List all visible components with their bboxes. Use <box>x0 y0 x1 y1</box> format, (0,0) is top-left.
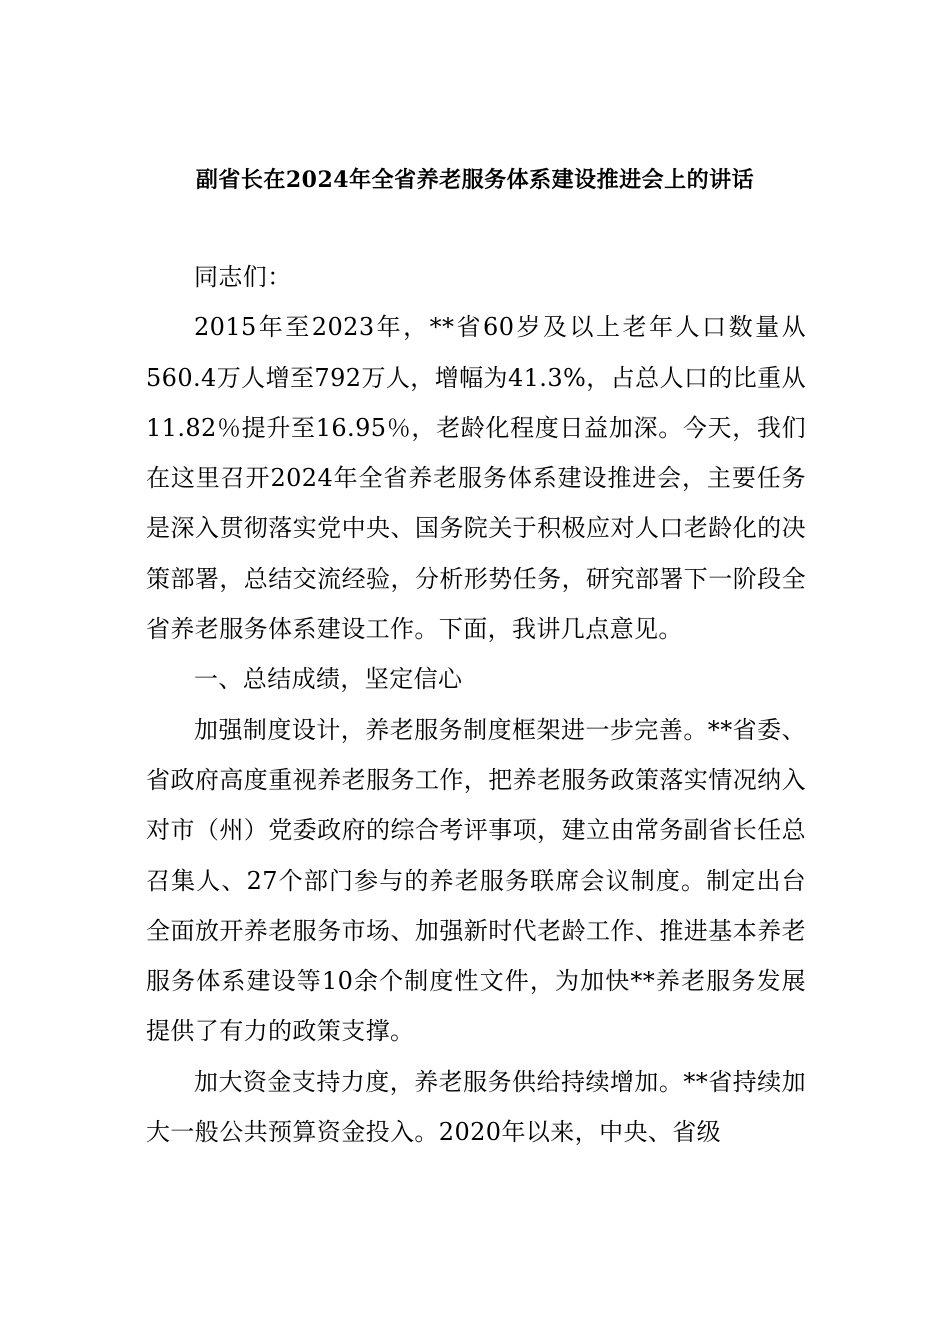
salutation-paragraph: 同志们： <box>194 263 292 291</box>
system-design-paragraph: 加强制度设计，养老服务制度框架进一步完善。**省委、省政府高度重视养老服务工作，把养老服务政策落实情况纳入对市（州）党委政府的综合考评事项，建立由常务副省长任总召集人、27个部门参与的养老服务联席会议制度。制定出台全面放开养老服务市场、加强新时代老龄工作、推进基本养老服务体系建设等10余个制度性文件，为加快**养老服务发展提供了有力的政策支撑。 <box>146 715 806 1046</box>
funding-paragraph: 加大资金支持力度，养老服务供给持续增加。**省持续加大一般公共预算资金投入。2020年以来，中央、省级 <box>146 1067 806 1147</box>
section-heading: 一、总结成绩，坚定信心 <box>194 665 463 694</box>
document-body <box>146 252 806 1157</box>
document-title: 副省长在2024年全省养老服务体系建设推进会上的讲话 <box>195 167 755 193</box>
intro-paragraph: 2015年至2023年，**省60岁及以上老年人口数量从560.4万人增至792万人，增幅为41.3%，占总人口的比重从11.82％提升至16.95％，老龄化程度日益加深。今天，我们在这里召开2024年全省养老服务体系建设推进会，主要任务是深入贯彻落实党中央、国务院关于积极应对人口老龄化的决策部署，总结交流经验，分析形势任务，研究部署下一阶段全省养老服务体系建设工作。下面，我讲几点意见。 <box>146 313 806 644</box>
